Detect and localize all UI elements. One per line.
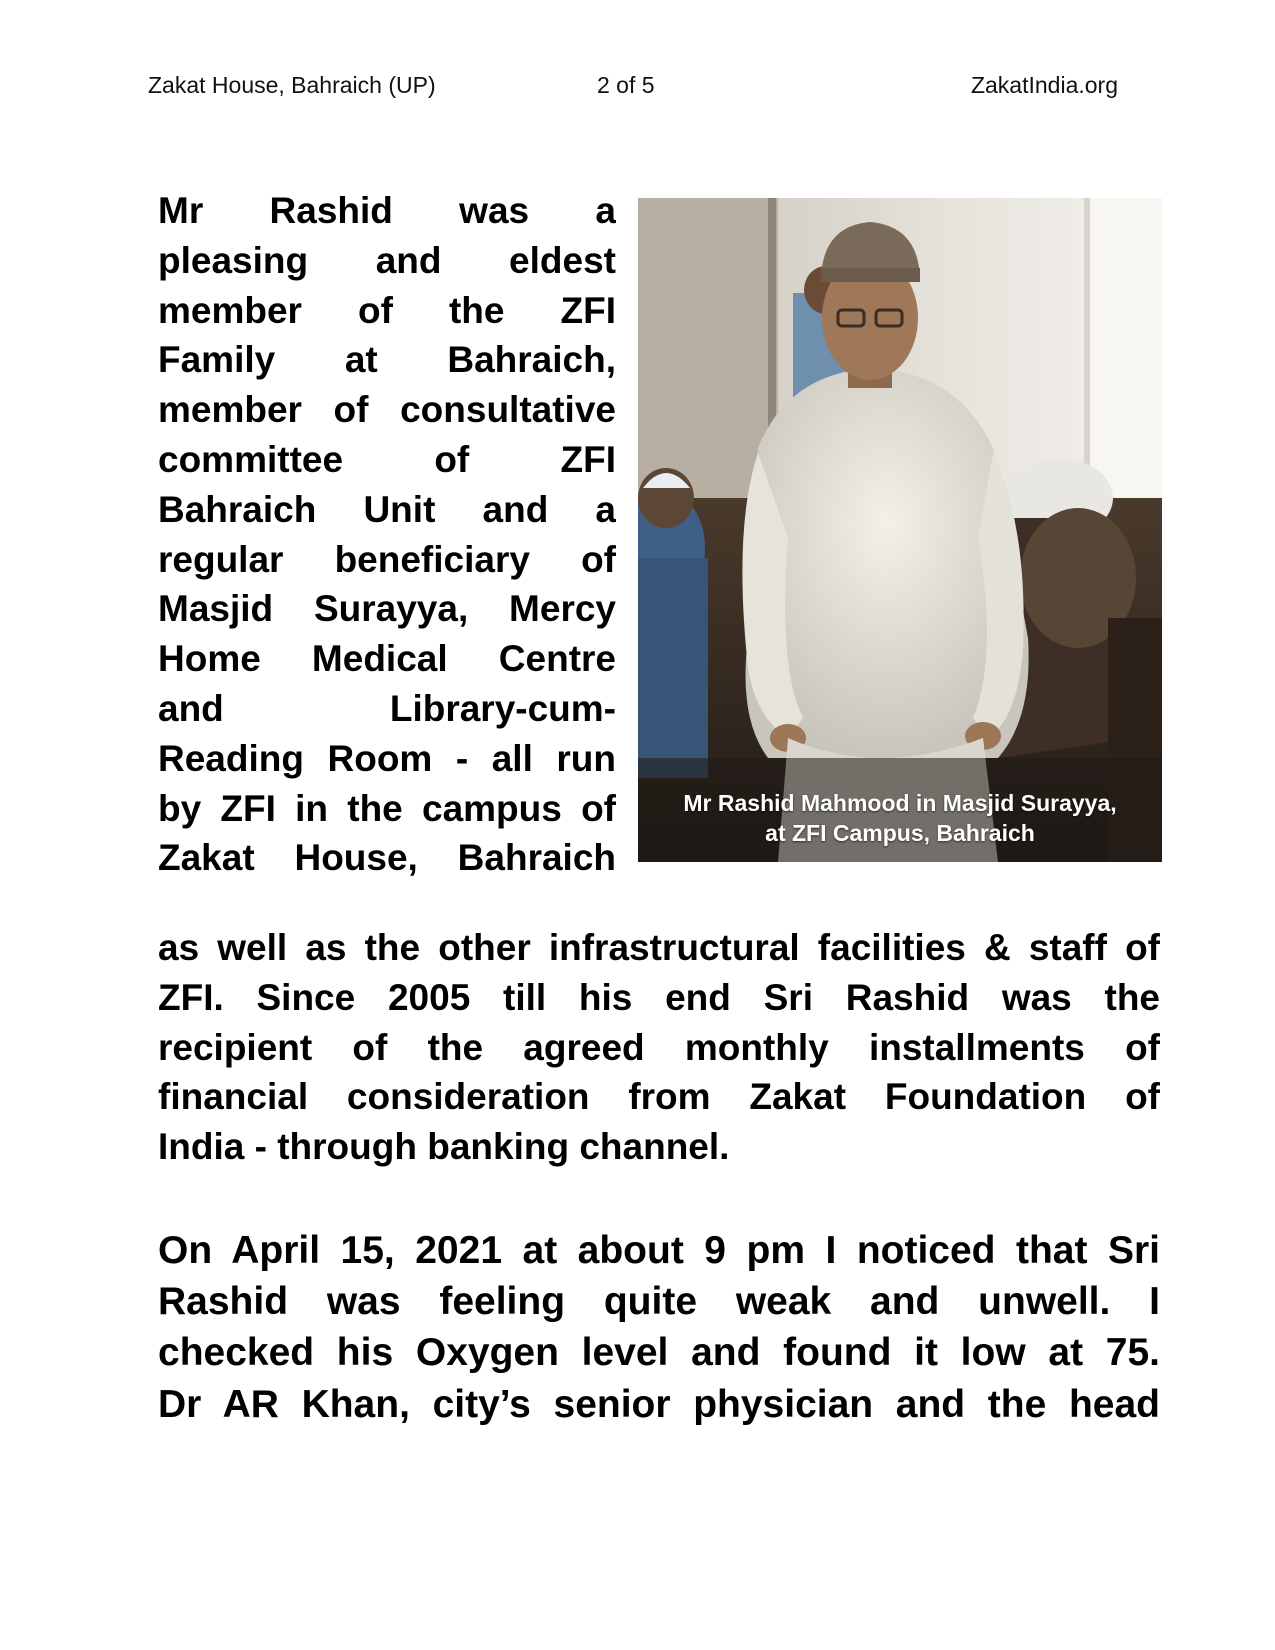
text-line: by ZFI in the campus of [158, 787, 616, 829]
text-line: and Library-cum- [158, 687, 616, 729]
text-line: committee of ZFI [158, 438, 616, 480]
page-header [148, 72, 1118, 106]
photo-caption [638, 788, 1162, 848]
april-paragraph [158, 1225, 1160, 1430]
caption-line: Mr Rashid Mahmood in Masjid Surayya, [683, 790, 1117, 816]
caption-line: at ZFI Campus, Bahraich [765, 820, 1035, 846]
text-line: pleasing and eldest [158, 239, 616, 281]
photo-image [638, 198, 1162, 862]
photo-rashid-mahmood [638, 198, 1162, 862]
text-line: member of the ZFI [158, 289, 616, 331]
text-line: recipient of the agreed monthly installments of [158, 1026, 1160, 1068]
text-line: Family at Bahraich, [158, 339, 616, 381]
text-line: On April 15, 2021 at about 9 pm I noticed that Sri [158, 1229, 1160, 1272]
text-line: regular beneficiary of [158, 538, 616, 580]
page-number: 2 of 5 [597, 72, 655, 98]
text-line: as well as the other infrastructural facilities & staff of [158, 927, 1160, 968]
text-line: Mr Rashid was a [158, 190, 616, 231]
text-line: financial consideration from Zakat Foundation of [158, 1076, 1160, 1118]
header-location: Zakat House, Bahraich (UP) [148, 72, 436, 98]
text-line: Rashid was feeling quite weak and unwell. I [158, 1280, 1160, 1324]
intro-paragraph [158, 186, 616, 883]
text-line: Masjid Surayya, Mercy [158, 588, 616, 630]
text-line: ZFI. Since 2005 till his end Sri Rashid was the [158, 976, 1160, 1018]
text-line: member of consultative [158, 389, 616, 431]
text-line: Home Medical Centre [158, 638, 616, 680]
text-line: Dr AR Khan, city’s senior physician and the head [158, 1382, 1160, 1426]
text-line: Zakat House, Bahraich [158, 837, 616, 879]
continuation-paragraph [158, 923, 1160, 1172]
header-website: ZakatIndia.org [970, 72, 1118, 98]
text-line: checked his Oxygen level and found it low at 75. [158, 1331, 1160, 1375]
text-line: Bahraich Unit and a [158, 488, 616, 530]
text-line: Reading Room - all run [158, 737, 616, 779]
text-line: India - through banking channel. [158, 1126, 730, 1168]
